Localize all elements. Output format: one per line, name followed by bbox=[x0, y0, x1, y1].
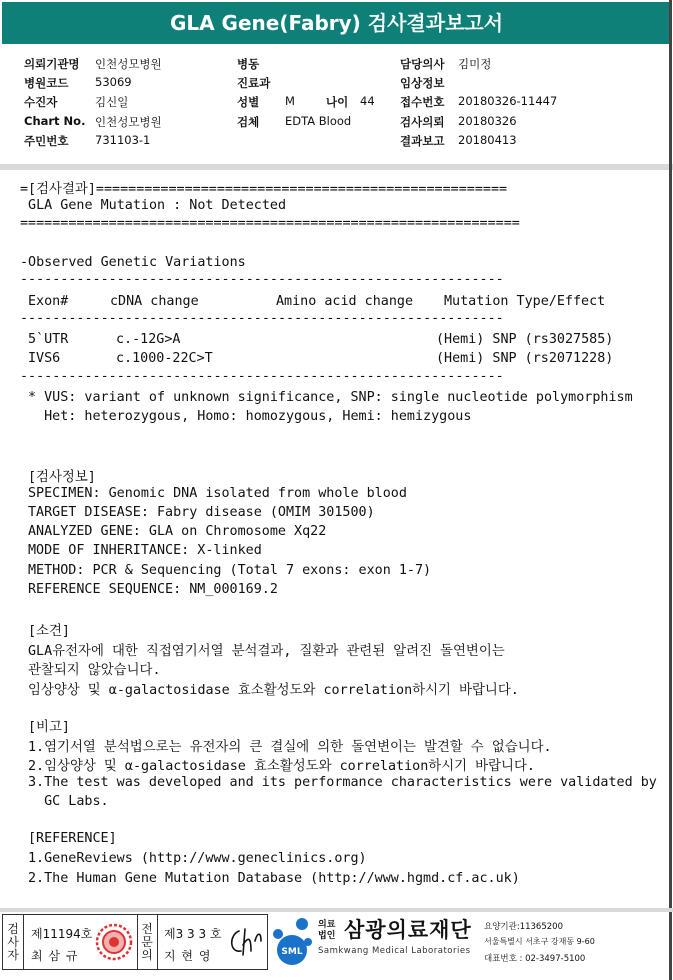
observed-title: -Observed Genetic Variations bbox=[20, 255, 246, 270]
page-edge bbox=[669, 0, 672, 980]
specialist-name: 지 현 영 bbox=[164, 949, 212, 963]
org-code: 요양기관:11365200 bbox=[484, 922, 563, 932]
info-value: 김미정 bbox=[458, 57, 492, 71]
table-cell-type: (Hemi) SNP (rs3027585) bbox=[436, 332, 614, 347]
col-mutation-type: Mutation Type/Effect bbox=[444, 294, 606, 309]
remark-line: 2.임상양상 및 α-galactosidase 효소활성도와 correlation하시기 바랍니다. bbox=[28, 759, 535, 774]
info-value: 인천성모병원 bbox=[95, 57, 162, 71]
table-cell-cdna: c.-12G>A bbox=[116, 332, 181, 347]
specialist-license: 제3 3 3 호 bbox=[164, 927, 222, 941]
reference-line: 2.The Human Gene Mutation Database (http://www.hgmd.cf.ac.uk) bbox=[28, 871, 520, 886]
patient-info bbox=[0, 44, 673, 164]
info-line: MODE OF INHERITANCE: X-linked bbox=[28, 543, 262, 558]
info-value: 44 bbox=[360, 94, 375, 108]
section-divider bbox=[0, 164, 673, 170]
org-english-name: Samkwang Medical Laboratories bbox=[318, 946, 471, 956]
examiner-label: 검사자 bbox=[7, 922, 19, 962]
info-row: 진료과 bbox=[237, 76, 271, 90]
info-line: REFERENCE SEQUENCE: NM_000169.2 bbox=[28, 582, 278, 597]
remark-line: GC Labs. bbox=[28, 794, 109, 809]
info-value: 20180326-11447 bbox=[458, 94, 558, 108]
examiner-license: 제11194호 bbox=[31, 927, 93, 941]
info-row: 접수번호 bbox=[400, 95, 445, 109]
sml-logo-icon bbox=[270, 916, 314, 968]
sml-logo-text: SML bbox=[281, 947, 303, 957]
table-rule: ------------------------------------------------------------ bbox=[20, 369, 504, 384]
info-line: ANALYZED GENE: GLA on Chromosome Xq22 bbox=[28, 524, 327, 539]
signature-box bbox=[2, 914, 268, 970]
table-cell-exon: IVS6 bbox=[28, 351, 61, 366]
info-row: 주민번호 bbox=[24, 134, 69, 148]
examiner-name: 최 삼 규 bbox=[31, 949, 79, 963]
table-rule: ------------------------------------------------------------ bbox=[20, 311, 504, 326]
info-row: 임상정보 bbox=[400, 76, 445, 90]
result-line: GLA Gene Mutation : Not Detected bbox=[20, 198, 287, 213]
remark-line: 1.염기서열 분석법으로는 유전자의 큰 결실에 의한 돌연변이는 발견할 수 없습니다. bbox=[28, 740, 552, 755]
col-amino-acid: Amino acid change bbox=[276, 294, 414, 309]
info-row: 병원코드 bbox=[24, 76, 69, 90]
info-row: 검체 bbox=[237, 115, 260, 129]
info-value: 731103-1 bbox=[95, 133, 151, 147]
info-row: 결과보고 bbox=[400, 134, 445, 148]
table-cell-cdna: c.1000-22C>T bbox=[116, 351, 213, 366]
info-row: 검사의뢰 bbox=[400, 115, 445, 129]
table-cell-exon: 5`UTR bbox=[28, 332, 69, 347]
opinion-line: 관찰되지 않았습니다. bbox=[28, 663, 161, 678]
org-address: 서울특별시 서초구 강재동 9-60 bbox=[484, 937, 595, 946]
footnote: * VUS: variant of unknown significance, SNP: single nucleotide polymorphism bbox=[28, 390, 633, 405]
section-title: [REFERENCE] bbox=[28, 831, 117, 846]
info-row: Chart No. bbox=[24, 114, 86, 128]
opinion-line: 임상양상 및 α-galactosidase 효소활성도와 correlation하시기 바랍니다. bbox=[28, 683, 519, 698]
opinion-line: GLA유전자에 대한 직접염기서열 분석결과, 질환과 관련된 알려진 돌연변이는 bbox=[28, 644, 505, 659]
info-value: 53069 bbox=[95, 75, 132, 89]
table-rule: ------------------------------------------------------------ bbox=[20, 272, 504, 287]
specialist-label: 전문의 bbox=[141, 922, 153, 962]
remark-line: 3.The test was developed and its performance characteristics were validated by bbox=[28, 775, 657, 790]
seal-stamp-icon bbox=[95, 921, 133, 963]
footnote: Het: heterozygous, Homo: homozygous, Hemi: hemizygous bbox=[28, 409, 472, 424]
info-value: 인천성모병원 bbox=[95, 115, 162, 129]
result-rule: ============================================================== bbox=[20, 216, 520, 231]
info-row: 수진자 bbox=[24, 95, 58, 109]
info-value: M bbox=[285, 94, 295, 108]
info-row: 나이 bbox=[326, 95, 349, 109]
report-title: GLA Gene(Fabry) 검사결과보고서 bbox=[2, 2, 671, 44]
section-title: [비고] bbox=[28, 720, 70, 735]
footer-divider bbox=[0, 908, 673, 912]
info-line: SPECIMEN: Genomic DNA isolated from whole blood bbox=[28, 486, 407, 501]
result-header: =[검사결과]=================================================== bbox=[20, 182, 508, 197]
reference-line: 1.GeneReviews (http://www.geneclinics.org) bbox=[28, 851, 367, 866]
table-cell-type: (Hemi) SNP (rs2071228) bbox=[436, 351, 614, 366]
info-value: 김신일 bbox=[95, 95, 129, 109]
handwritten-signature bbox=[225, 925, 265, 961]
info-row: 성별 bbox=[237, 95, 260, 109]
info-value: 20180326 bbox=[458, 114, 517, 128]
info-value: 20180413 bbox=[458, 133, 517, 147]
info-row: 병동 bbox=[237, 57, 260, 71]
org-phone: 대표번호 : 02-3497-5100 bbox=[484, 954, 586, 964]
col-cdna: cDNA change bbox=[110, 294, 199, 309]
info-row: 담당의사 bbox=[400, 57, 445, 71]
info-line: TARGET DISEASE: Fabry disease (OMIM 301500) bbox=[28, 505, 375, 520]
info-value: EDTA Blood bbox=[285, 114, 352, 128]
info-line: METHOD: PCR & Sequencing (Total 7 exons: exon 1-7) bbox=[28, 563, 432, 578]
section-title: [소견] bbox=[28, 624, 70, 639]
org-name: 삼광의료재단 bbox=[344, 918, 472, 942]
institution-type: 의료법인 bbox=[318, 920, 336, 941]
info-row: 의뢰기관명 bbox=[24, 57, 80, 71]
section-title: [검사정보] bbox=[28, 470, 96, 485]
col-exon: Exon# bbox=[28, 294, 69, 309]
